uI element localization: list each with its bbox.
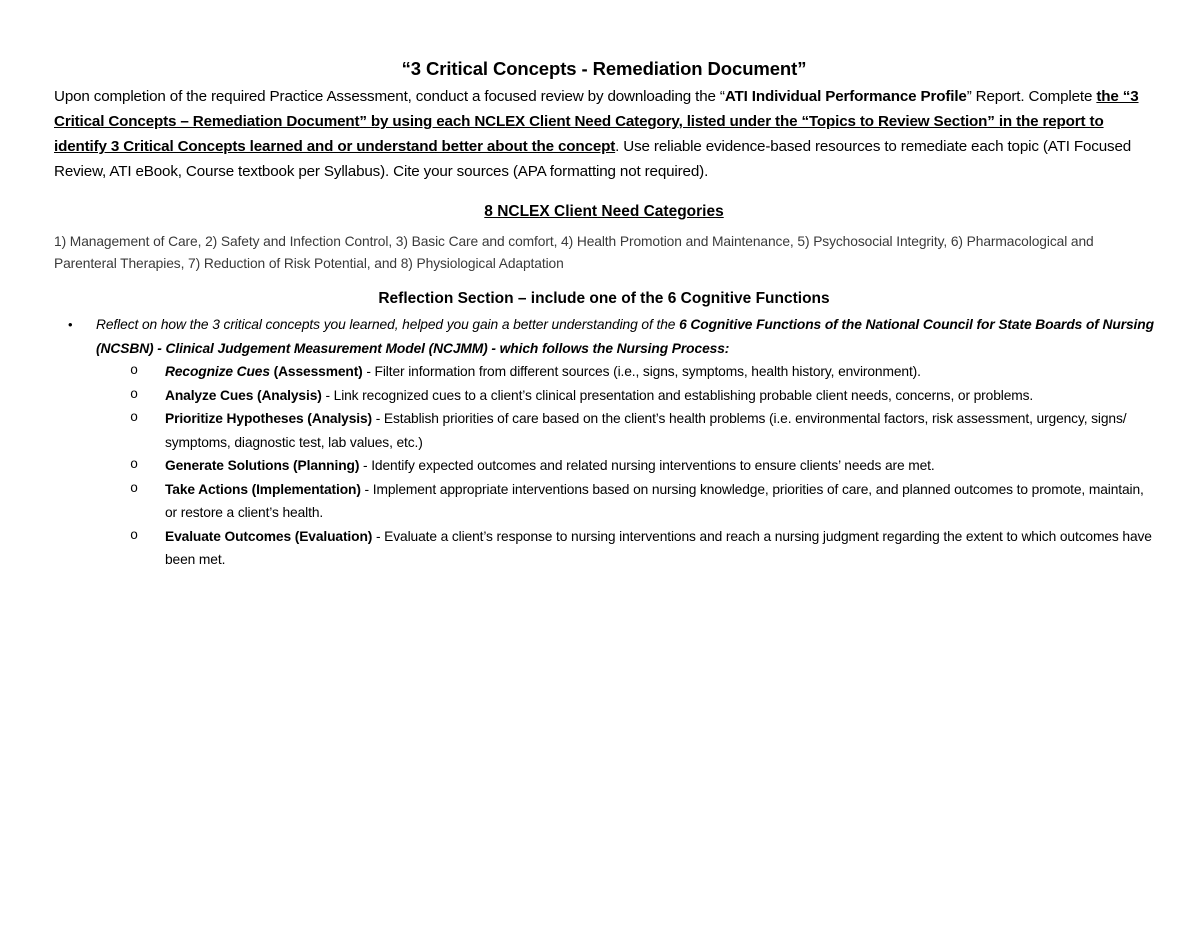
intro-instruction-emphasis: the “3 Critical Concepts – Remediation Document” by using each NCLEX Client Need Category, listed under the “Topics to Review Section” in the report to identify 3 Critical Concepts learned and or understand better about the concept xyxy=(54,88,1139,155)
sub-bullet-marker: o xyxy=(130,364,138,379)
function-description: - Identify expected outcomes and related nursing interventions to ensure clients’ needs are met. xyxy=(359,458,935,473)
sub-bullet-marker: o xyxy=(130,387,138,403)
reflection-bullets xyxy=(54,313,1154,572)
intro-report-name: ATI Individual Performance Profile xyxy=(724,88,967,105)
function-description: - Establish priorities of care based on the client’s health problems (i.e. environmental factors, risk assessment, urgency, signs/ symptoms, diagnostic test, lab values, etc.) xyxy=(165,411,1127,450)
document-title: “3 Critical Concepts - Remediation Document” xyxy=(401,58,807,79)
sub-bullet-marker: o xyxy=(130,458,138,473)
cognitive-function-item-3 xyxy=(96,407,1154,454)
reflection-prompt xyxy=(96,317,1154,356)
document-page xyxy=(54,56,1154,572)
intro-text-2: ” Report. Complete xyxy=(966,88,1097,105)
function-description: - Implement appropriate interventions based on nursing knowledge, priorities of care, and planned outcomes to promote, maintain, or restore a client’s health. xyxy=(165,481,1144,520)
sub-bullet-marker: o xyxy=(130,528,138,544)
reflection-bullet xyxy=(54,313,1154,572)
bullet-marker: • xyxy=(68,317,73,332)
function-name: Prioritize Hypotheses (Analysis) xyxy=(165,411,373,426)
cognitive-function-item-4 xyxy=(96,454,1154,478)
function-name: Analyze Cues (Analysis) xyxy=(165,387,322,403)
function-name: Evaluate Outcomes (Evaluation) xyxy=(165,528,373,544)
cognitive-function-item-1 xyxy=(96,360,1154,384)
categories-list: 1) Management of Care, 2) Safety and Infection Control, 3) Basic Care and comfort, 4) Health Promotion and Maintenance, 5) Psychosocial Integrity, 6) Pharmacological and Parenteral Therapies, 7) Reduction of Risk Potential, and 8) Physiological Adaptation xyxy=(54,234,1094,271)
function-description: - Link recognized cues to a client’s clinical presentation and establishing probable client needs, concerns, or problems. xyxy=(321,387,1034,403)
sub-bullet-marker: o xyxy=(130,411,138,426)
function-name: Take Actions (Implementation) xyxy=(165,481,361,497)
intro-text-3: . Use reliable evidence-based resources to remediate each topic (ATI Focused Review, ATI eBook, Course textbook per Syllabus). Cite your sources (APA formatting not required). xyxy=(54,138,1132,180)
function-name-italic: Recognize Cues xyxy=(165,364,270,379)
function-name: (Assessment) xyxy=(269,364,363,379)
function-description: - Evaluate a client’s response to nursing interventions and reach a nursing judgment regarding the extent to which outcomes have been met. xyxy=(165,528,1152,567)
sub-bullet-marker: o xyxy=(130,481,138,497)
cognitive-functions-list xyxy=(96,360,1154,572)
function-name: Generate Solutions (Planning) xyxy=(165,458,360,473)
cognitive-function-item-5 xyxy=(96,478,1154,525)
cognitive-function-item-6 xyxy=(96,525,1154,572)
categories-heading: 8 NCLEX Client Need Categories xyxy=(484,203,724,220)
function-description: - Filter information from different sources (i.e., signs, symptoms, health history, environment). xyxy=(362,364,921,379)
cognitive-function-item-2 xyxy=(96,384,1154,408)
reflection-prompt-emphasis: 6 Cognitive Functions of the National Council for State Boards of Nursing (NCSBN) - Clinical Judgement Measurement Model (NCJMM) - which follows the Nursing Process: xyxy=(96,317,1154,356)
intro-text-1: Upon completion of the required Practice Assessment, conduct a focused review by downloading the “ xyxy=(54,88,725,105)
reflection-heading: Reflection Section – include one of the 6 Cognitive Functions xyxy=(378,290,830,307)
reflection-prompt-intro: Reflect on how the 3 critical concepts you learned, helped you gain a better understanding of the xyxy=(96,317,680,332)
intro-paragraph xyxy=(54,84,1154,184)
